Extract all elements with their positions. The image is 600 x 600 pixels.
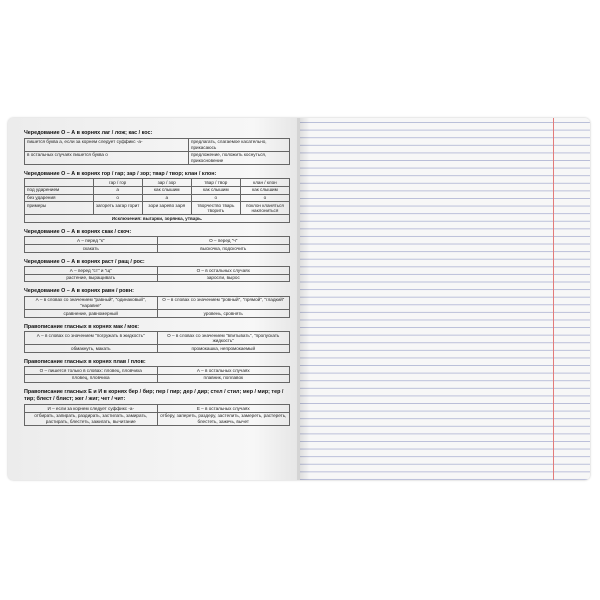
table-row bbox=[25, 412, 290, 425]
section-skak-skoch bbox=[24, 229, 290, 253]
table-cell: растение, выращивать bbox=[25, 274, 158, 282]
table-row bbox=[25, 215, 290, 223]
rule-table bbox=[24, 178, 290, 223]
table-row bbox=[25, 237, 290, 245]
table-row bbox=[25, 296, 290, 309]
table-header-cell: клан / клон bbox=[240, 179, 289, 187]
section-title: Правописание гласных в корнях мак / мок: bbox=[24, 323, 140, 330]
table-cell: А – в словах со значением "равный", "одинаковый", "наравне" bbox=[25, 296, 158, 309]
table-cell: отбирать, запирать, раздирать, застилать, замирать, растирать, блестеть, зажигать, вычитание bbox=[25, 412, 158, 425]
table-row bbox=[25, 274, 290, 282]
table-cell: зори зарево заря bbox=[142, 202, 191, 215]
table-cell: а bbox=[93, 186, 142, 194]
table-cell: а bbox=[142, 194, 191, 202]
rule-table bbox=[24, 266, 290, 282]
table-row bbox=[25, 345, 290, 353]
section-title: Правописание гласных в корнях плав / плов: bbox=[24, 358, 146, 365]
table-cell: А – перед "ст" и "щ" bbox=[25, 267, 158, 275]
table-cell: А – в остальных случаях bbox=[157, 367, 290, 375]
section-title: Чередование О – А в корнях гор / гар; зар / зор; твар / твор; клан / клон: bbox=[24, 170, 217, 177]
table-row bbox=[25, 405, 290, 413]
rule-table bbox=[24, 236, 290, 252]
table-cell: без ударения bbox=[25, 194, 94, 202]
table-cell: под ударением bbox=[25, 186, 94, 194]
section-lag-lozh bbox=[24, 130, 290, 165]
table-cell: в остальных случаях пишется буква о bbox=[25, 151, 189, 164]
table-cell: А – перед "к" bbox=[25, 237, 158, 245]
table-cell: загореть загар горит bbox=[93, 202, 142, 215]
rule-table bbox=[24, 331, 290, 353]
table-cell: плавник, поплавок bbox=[157, 374, 290, 382]
table-header-cell bbox=[25, 179, 94, 187]
table-cell: обмакнуть, макать bbox=[25, 345, 158, 353]
table-row bbox=[25, 194, 290, 202]
table-cell: О – в словах со значением "ровный", "прямой", "гладкий" bbox=[157, 296, 290, 309]
table-cell: И – если за корнем следует суффикс -а- bbox=[25, 405, 158, 413]
table-cell: А – в словах со значением "погружать в жидкость" bbox=[25, 332, 158, 345]
table-cell: заросли, вырос bbox=[157, 274, 290, 282]
table-cell: о bbox=[240, 194, 289, 202]
table-header-row bbox=[25, 179, 290, 187]
table-cell: О – пишется только в словах: пловец, пловчиха bbox=[25, 367, 158, 375]
table-cell: как слышим bbox=[142, 186, 191, 194]
table-cell: как слышим bbox=[191, 186, 240, 194]
section-mak-mok bbox=[24, 324, 290, 353]
table-cell: о bbox=[191, 194, 240, 202]
table-cell: пишется буква а, если за корнем следует суффикс -а- bbox=[25, 138, 189, 151]
table-cell: О – в остальных случаях bbox=[157, 267, 290, 275]
table-cell: выскочка, подскочить bbox=[157, 245, 290, 253]
table-header-cell: твар / твор bbox=[191, 179, 240, 187]
table-row bbox=[25, 245, 290, 253]
reference-page bbox=[8, 118, 298, 480]
rule-table bbox=[24, 138, 290, 165]
table-row bbox=[25, 151, 290, 164]
rule-table bbox=[24, 366, 290, 382]
exceptions-cell: Исключения: выгарки, зорянка, утварь. bbox=[25, 215, 290, 223]
section-title: Чередование О – А в корнях равн / ровн: bbox=[24, 288, 134, 295]
table-cell: промокашка, непромокаемый bbox=[157, 345, 290, 353]
table-cell: предложение, положить коснуться, прикосновение bbox=[189, 151, 290, 164]
table-cell: Е – в остальных случаях bbox=[157, 405, 290, 413]
section-plav-plov bbox=[24, 359, 290, 383]
notebook-spread bbox=[8, 118, 590, 480]
section-title: Чередование О – А в корнях лаг / лож; кас / кос: bbox=[24, 130, 153, 136]
table-cell: уровень, сровнять bbox=[157, 310, 290, 318]
table-row bbox=[25, 310, 290, 318]
lined-page bbox=[300, 118, 590, 480]
section-ravn-rovn bbox=[24, 288, 290, 317]
table-cell: как слышим bbox=[240, 186, 289, 194]
rule-table bbox=[24, 404, 290, 426]
section-title: Чередование О – А в корнях скак / скоч: bbox=[24, 228, 132, 235]
section-title: Правописание гласных Е и И в корнях бер / бир; пер / пир; дер / дир; стел / стил; мер / мир; тер / тир; блест / блист; жег / жиг; чет / чит: bbox=[24, 388, 284, 402]
section-title: Чередование О – А в корнях раст / ращ / рос: bbox=[24, 258, 145, 265]
table-cell: пловец, пловчиха bbox=[25, 374, 158, 382]
table-cell: предлагать, слагаемое касательно, прикасаюсь bbox=[189, 138, 290, 151]
table-row bbox=[25, 374, 290, 382]
table-row bbox=[25, 267, 290, 275]
table-row bbox=[25, 367, 290, 375]
section-gor-gar bbox=[24, 171, 290, 223]
table-cell: примеры bbox=[25, 202, 94, 215]
table-cell: О – в словах со значением "впитывать", "пропускать жидкость" bbox=[157, 332, 290, 345]
grammar-reference bbox=[24, 130, 290, 432]
table-row bbox=[25, 332, 290, 345]
table-row bbox=[25, 186, 290, 194]
margin-line bbox=[553, 118, 554, 480]
table-cell: творчество тварь творить bbox=[191, 202, 240, 215]
section-e-i-roots bbox=[24, 389, 290, 426]
table-cell: сравнение, равномерный bbox=[25, 310, 158, 318]
table-header-cell: гар / гор bbox=[93, 179, 142, 187]
rule-table bbox=[24, 296, 290, 318]
table-cell: О – перед "ч" bbox=[157, 237, 290, 245]
table-cell: поклон кланяться наклониться bbox=[240, 202, 289, 215]
table-cell: скакать bbox=[25, 245, 158, 253]
table-cell: отберу, запереть, раздеру, застелить, замереть, растереть, блестеть, зажечь, вычет bbox=[157, 412, 290, 425]
table-row bbox=[25, 202, 290, 215]
section-rast-ros bbox=[24, 259, 290, 283]
table-row bbox=[25, 138, 290, 151]
table-header-cell: зар / зор bbox=[142, 179, 191, 187]
table-cell: о bbox=[93, 194, 142, 202]
